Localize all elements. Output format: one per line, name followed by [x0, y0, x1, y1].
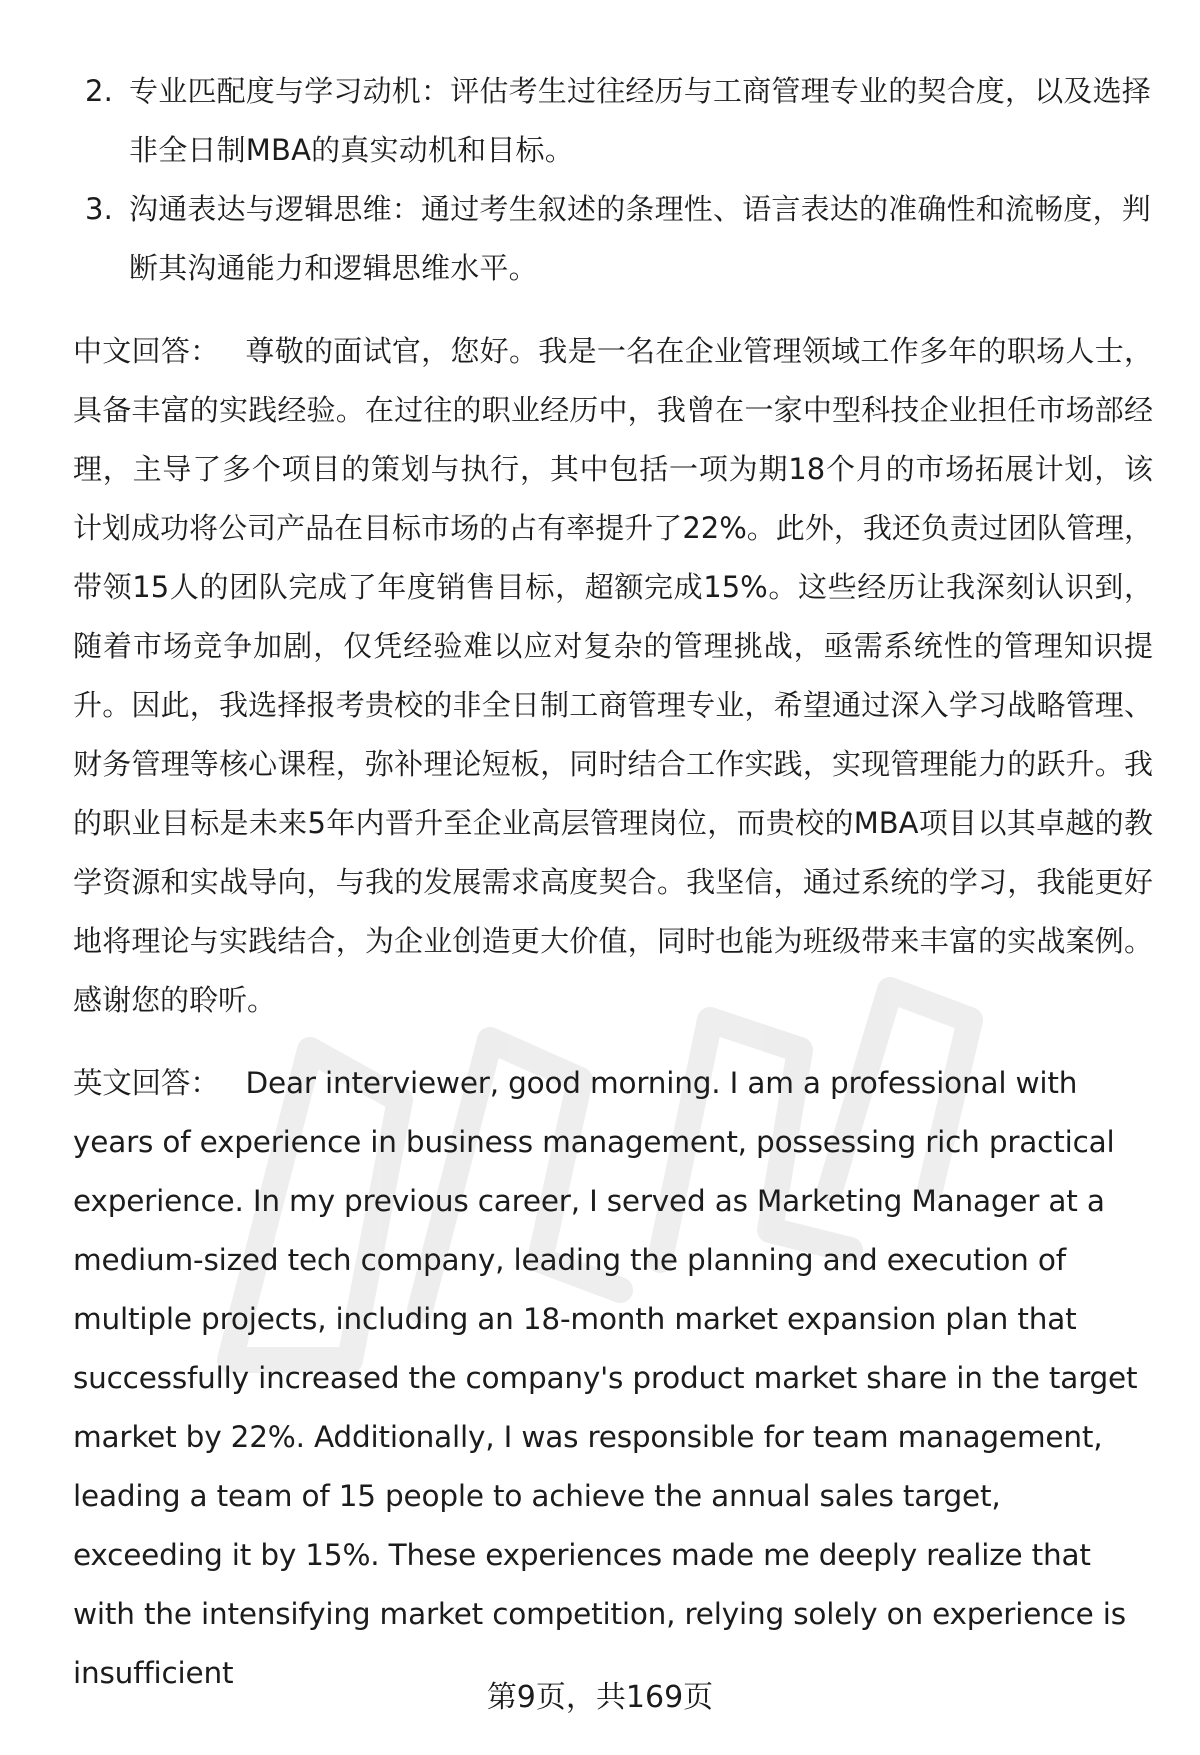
page-content [73, 62, 1153, 1703]
criteria-text: 沟通表达与逻辑思维：通过考生叙述的条理性、语言表达的准确性和流畅度，判断其沟通能力和逻辑思维水平。 [129, 192, 1152, 285]
english-answer-text: Dear interviewer, good morning. I am a professional with years of experience in business management, possessing rich practical experience. In my previous career, I served as Marketing Manager at a medium-sized tech company, leading the planning and execution of multiple projects, including an 18-month market expansion plan that successfully increased the company's product market share in the target market by 22%. Additionally, I was responsible for team management, leading a team of 15 people to achieve the annual sales target, exceeding it by 15%. These experiences made me deeply realize that with the intensifying market competition, relying solely on experience is insufficient [73, 1066, 1138, 1690]
chinese-answer-label: 中文回答： [73, 334, 220, 368]
criteria-number: 2. [85, 74, 114, 108]
criteria-text: 专业匹配度与学习动机：评估考生过往经历与工商管理专业的契合度，以及选择非全日制MBA的真实动机和目标。 [129, 74, 1152, 167]
criteria-item [73, 62, 1153, 180]
page-indicator: 第9页，共169页 [486, 1680, 714, 1715]
english-answer-label: 英文回答： [73, 1066, 220, 1100]
chinese-answer-text: 尊敬的面试官，您好。我是一名在企业管理领域工作多年的职场人士，具备丰富的实践经验。在过往的职业经历中，我曾在一家中型科技企业担任市场部经理，主导了多个项目的策划与执行，其中包括一项为期18个月的市场拓展计划，该计划成功将公司产品在目标市场的占有率提升了22%。此外，我还负责过团队管理，带领15人的团队完成了年度销售目标，超额完成15%。这些经历让我深刻认识到，随着市场竞争加剧，仅凭经验难以应对复杂的管理挑战，亟需系统性的管理知识提升。因此，我选择报考贵校的非全日制工商管理专业，希望通过深入学习战略管理、财务管理等核心课程，弥补理论短板，同时结合工作实践，实现管理能力的跃升。我的职业目标是未来5年内晋升至企业高层管理岗位，而贵校的MBA项目以其卓越的教学资源和实战导向，与我的发展需求高度契合。我坚信，通过系统的学习，我能更好地将理论与实践结合，为企业创造更大价值，同时也能为班级带来丰富的实战案例。感谢您的聆听。 [73, 334, 1153, 1017]
criteria-list [73, 62, 1153, 298]
english-answer-paragraph [73, 1054, 1153, 1703]
criteria-number: 3. [85, 192, 114, 226]
chinese-answer-paragraph [73, 322, 1153, 1030]
criteria-item [73, 180, 1153, 298]
